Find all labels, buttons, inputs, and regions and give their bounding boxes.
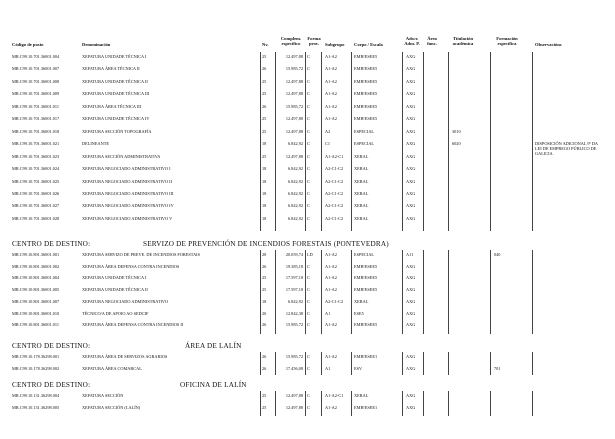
cell-nv: 25 (262, 128, 267, 134)
cell-nv: 25 (262, 54, 267, 59)
section2-title: SERVIZO DE PREVENCIÓN DE INCENDIOS FORESTAIS (PONTEVEDRA) (143, 240, 389, 248)
cell-corpo: XERAL (354, 215, 369, 221)
header-area (424, 36, 440, 46)
cell-sub: A2-C1-C2 (325, 298, 344, 304)
cell-forma: C (307, 66, 310, 72)
cell-nv: 18 (262, 203, 267, 209)
cell-name: XEFATURA ÁREA DEFENSA CONTRA INCENDIOS (82, 263, 180, 269)
cell-corpo: EMB!ESEE1 (354, 405, 378, 410)
cell-comp: 12.497,88 (285, 116, 303, 122)
cell-adscr: AXG (406, 215, 416, 221)
cell-nv: 25 (262, 275, 267, 281)
cell-nv: 28 (262, 252, 267, 257)
cell-sub: A1-A2 (325, 287, 337, 293)
cell-sub: A1-A2 (325, 354, 337, 359)
cell-code: MR.C99.10.701.36001.017 (12, 116, 60, 122)
cell-nv: 26 (262, 263, 267, 269)
cell-nv: 18 (262, 178, 267, 184)
cell-name: XEFATURA UNIDADE TÉCNICA I (82, 275, 147, 281)
cell-corpo: EMB!ESEE5 (354, 263, 378, 269)
cell-sub: A1-A2 (325, 116, 337, 122)
header-titulacion (446, 36, 480, 46)
cell-corpo: EMB!ESEE5 (354, 322, 378, 328)
cell-adscr: AXG (406, 393, 416, 398)
cell-name: XEFATURA ÁREA TÉCNICA III (82, 103, 142, 109)
header-observacions: Observacións (535, 42, 562, 47)
cell-comp: 6.842,92 (287, 190, 303, 196)
table-row (0, 287, 615, 298)
cell-code: MR.C99.10.131.36298.005 (12, 405, 60, 410)
table-row (0, 252, 615, 263)
cell-name: XEFATURA NEGOCIADO ADMINISTRATIVO V (82, 215, 173, 221)
cell-obs: DISPOSICIÓN ADICIONAL 9ª DA LEI DE EMPREGO PÚBLICO DE GALICIA. (535, 141, 598, 157)
header-formacion-line2: específica (497, 41, 517, 47)
cell-corpo: ESPECIAL (354, 252, 375, 257)
cell-adscr: AXG (406, 275, 416, 281)
cell-corpo: ESPECIAL (354, 141, 375, 147)
cell-forma: C (307, 91, 310, 97)
header-forma-line2: prov. (309, 41, 319, 47)
cell-sub: A1-A2-C1 (325, 153, 344, 159)
cell-corpo: XERAL (354, 153, 369, 159)
header-formacion (490, 36, 524, 46)
section4-title: OFICINA DE LALÍN (180, 381, 247, 389)
header-adscr (402, 36, 422, 46)
header-titulacion-line2: académica (452, 41, 474, 47)
cell-nv: 18 (262, 190, 267, 196)
cell-nv: 26 (262, 365, 267, 371)
cell-comp: 6.842,92 (287, 141, 303, 147)
cell-name: XEFATURA NEGOCIADO ADMINISTRATIVO IV (82, 203, 174, 209)
cell-adscr: AXG (406, 287, 416, 293)
cell-nv: 18 (262, 215, 267, 221)
cell-name: XEFATURA SECCIÓN (82, 393, 124, 398)
cell-sub: A1-A2 (325, 103, 337, 109)
cell-forma: C (307, 365, 310, 371)
table-row (0, 116, 615, 127)
cell-corpo: XERAL (354, 178, 369, 184)
cell-comp: 12.497,88 (285, 54, 303, 59)
cell-code: MR.C99.10.701.36001.009 (12, 91, 60, 97)
section3-label: CENTRO DE DESTINO: (12, 342, 91, 350)
section4-label: CENTRO DE DESTINO: (12, 381, 91, 389)
header-complemento-line1: Complem. (280, 36, 302, 41)
cell-comp: 15.985,72 (285, 103, 303, 109)
cell-code: MR.C99.10.801.36001.010 (12, 310, 60, 316)
cell-form: 040 (494, 252, 501, 257)
cell-comp: 12.497,88 (285, 393, 303, 398)
cell-forma: C (307, 275, 310, 281)
cell-comp: 6.842,92 (287, 215, 303, 221)
cell-corpo: XERAL (354, 298, 369, 304)
cell-nv: 26 (262, 66, 267, 72)
cell-sub: A1-A2 (325, 263, 337, 269)
cell-comp: 17.597,18 (285, 275, 303, 281)
cell-forma: C (307, 116, 310, 122)
cell-sub: A2-C1-C2 (325, 178, 344, 184)
cell-comp: 12.842,38 (285, 310, 303, 316)
table-row (0, 129, 615, 140)
cell-comp: 17.597,18 (285, 287, 303, 293)
cell-comp: 12.497,88 (285, 153, 303, 159)
cell-adscr: AXG (406, 166, 416, 172)
cell-code: MR.C99.10.178.36298.002 (12, 365, 60, 371)
cell-comp: 15.985,72 (285, 66, 303, 72)
cell-nv: 26 (262, 354, 267, 359)
cell-code: MR.C99.10.801.36001.011 (12, 322, 59, 328)
cell-adscr: AXG (406, 203, 416, 209)
cell-corpo: EMB!ESEE5 (354, 116, 378, 122)
cell-adscr: AXG (406, 128, 416, 134)
table-row (0, 166, 615, 177)
cell-adscr: AXG (406, 298, 416, 304)
cell-comp: 17.456,08 (285, 365, 303, 371)
cell-code: MR.C99.10.131.36298.004 (12, 393, 60, 398)
table-row (0, 311, 615, 322)
cell-sub: A1-A2 (325, 78, 337, 84)
cell-name: XEFATURA SERVIZO DE PREVE. DE INCENDIOS FORESTAIS (82, 252, 200, 257)
cell-corpo: EMB!ESEE5 (354, 275, 378, 281)
cell-name: XEFATURA ÁREA DEFENSA CONTRA INCENDIOS II (82, 322, 184, 328)
cell-forma: C (307, 178, 310, 184)
header-nivel: Nv. (262, 42, 269, 47)
cell-adscr: AXG (406, 178, 416, 184)
cell-name: XEFATURA ÁREA COMARCAL (82, 365, 142, 371)
cell-nv: 26 (262, 103, 267, 109)
cell-forma: LD (307, 252, 313, 257)
cell-code: MR.C99.10.801.36001.002 (12, 263, 60, 269)
cell-comp: 6.842,92 (287, 166, 303, 172)
header-subgrupo: Subgrupo (325, 42, 345, 47)
cell-corpo: ESPECIAL (354, 128, 375, 134)
cell-code: MR.C99.10.701.36001.023 (12, 153, 60, 159)
cell-code: MR.C99.10.701.36001.025 (12, 178, 60, 184)
cell-adscr: AXG (406, 405, 416, 410)
cell-nv: 25 (262, 287, 267, 293)
table-row (0, 354, 615, 365)
cell-name: XEFATURA NEGOCIADO ADMINISTRATIVO I (82, 166, 171, 172)
cell-code: MR.C99.10.701.36001.007 (12, 66, 60, 72)
cell-adscr: AXG (406, 116, 416, 122)
cell-forma: C (307, 103, 310, 109)
cell-corpo: XERAL (354, 393, 369, 398)
cell-code: MR.C99.10.701.36001.018 (12, 128, 60, 134)
cell-tit: 3010 (452, 128, 461, 134)
table-row (0, 393, 615, 404)
cell-adscr: AXG (406, 310, 416, 316)
cell-forma: C (307, 190, 310, 196)
table-row (0, 275, 615, 286)
header-codigo: Código de posto (12, 42, 44, 47)
cell-comp: 12.497,88 (285, 405, 303, 410)
cell-comp: 20.059,74 (285, 252, 303, 257)
cell-name: XEFATURA ÁREA TÉCNICA II (82, 66, 140, 72)
cell-code: MR.C99.10.701.36001.027 (12, 203, 60, 209)
table-row (0, 299, 615, 310)
cell-code: MR.C99.10.801.36001.004 (12, 275, 60, 281)
cell-forma: C (307, 215, 310, 221)
cell-forma: C (307, 166, 310, 172)
cell-corpo: EMB!ESEE5 (354, 54, 378, 59)
table-row (0, 366, 615, 377)
header-complemento (276, 36, 306, 46)
cell-adscr: AXG (406, 66, 416, 72)
cell-adscr: AXG (406, 263, 416, 269)
cell-sub: A2 (325, 128, 331, 134)
table-row (0, 79, 615, 90)
cell-sub: A1-A2 (325, 54, 337, 59)
cell-form: 701 (494, 365, 501, 371)
cell-comp: 6.842,92 (287, 203, 303, 209)
cell-corpo: XERAL (354, 190, 369, 196)
header-adscr-line1: Adscr. (405, 36, 419, 41)
cell-sub: A1-A2 (325, 66, 337, 72)
cell-nv: 18 (262, 298, 267, 304)
cell-nv: 25 (262, 91, 267, 97)
cell-forma: C (307, 354, 310, 359)
cell-name: XEFATURA UNIDADE TÉCNICA II (82, 287, 148, 293)
cell-code: MR.C99.10.701.36001.026 (12, 190, 60, 196)
table-row (0, 216, 615, 227)
cell-sub: A1 (325, 310, 331, 316)
header-titulacion-line1: Titulación (452, 36, 474, 41)
cell-corpo: XERAL (354, 203, 369, 209)
section2-label: CENTRO DE DESTINO: (12, 240, 91, 248)
header-forma-line1: Forma (307, 36, 321, 41)
table-row (0, 203, 615, 214)
header-adscr-line2: Adm. P. (404, 41, 420, 47)
cell-adscr: AXG (406, 91, 416, 97)
cell-name: XEFATURA ÁREA DE SERVIZOS AGRARIOS (82, 354, 168, 359)
cell-sub: A1-A2-C1 (325, 393, 344, 398)
cell-name: XEFATURA SECCIÓN ADMINISTRATIVA (82, 153, 161, 159)
cell-forma: C (307, 141, 310, 147)
cell-adscr: AXG (406, 141, 416, 147)
cell-corpo: EMB!ESEE5 (354, 66, 378, 72)
cell-sub: A1-A2 (325, 405, 337, 410)
cell-corpo: XERAL (354, 166, 369, 172)
cell-nv: 25 (262, 78, 267, 84)
cell-sub: A2-C1-C2 (325, 190, 344, 196)
cell-forma: C (307, 298, 310, 304)
cell-adscr: AXG (406, 78, 416, 84)
cell-adscr: AXG (406, 322, 416, 328)
cell-comp: 6.842,92 (287, 298, 303, 304)
cell-forma: C (307, 322, 310, 328)
table-row (0, 154, 615, 165)
cell-forma: C (307, 153, 310, 159)
cell-comp: 12.497,88 (285, 128, 303, 134)
cell-sub: A1-A2 (325, 91, 337, 97)
cell-nv: 26 (262, 322, 267, 328)
cell-nv: 25 (262, 153, 267, 159)
cell-code: MR.C99.10.178.36298.001 (12, 354, 60, 359)
cell-corpo: ESE5 (354, 310, 364, 316)
cell-adscr: AXG (406, 103, 416, 109)
section3-title: ÁREA DE LALÍN (185, 342, 242, 350)
cell-sub: A1 (325, 365, 331, 371)
cell-nv: 18 (262, 166, 267, 172)
cell-name: XEFATURA NEGOCIADO ADMINISTRATIVO II (82, 178, 173, 184)
cell-comp: 12.497,88 (285, 91, 303, 97)
cell-adscr: AXG (406, 190, 416, 196)
cell-forma: C (307, 263, 310, 269)
cell-forma: C (307, 405, 310, 410)
cell-code: MR.C99.10.801.36001.001 (12, 252, 60, 257)
cell-sub: A2-C1-C2 (325, 215, 344, 221)
table-row (0, 322, 615, 333)
header-area-line2: func. (427, 41, 437, 47)
table-row (0, 104, 615, 115)
header-formacion-line1: Formación (496, 36, 518, 41)
cell-corpo: EMB!ESEE5 (354, 78, 378, 84)
cell-name: XEFATURA SECCIÓN (LALÍN) (82, 405, 141, 410)
cell-adscr: AXG (406, 365, 416, 371)
cell-forma: C (307, 54, 310, 59)
cell-name: XEFATURA UNIDADE TÉCNICA III (82, 91, 150, 97)
cell-name: XEFATURA SECCIÓN TOPOGRAFÍA (82, 128, 152, 134)
cell-code: MR.C99.10.701.36001.021 (12, 141, 60, 147)
cell-forma: C (307, 203, 310, 209)
cell-adscr: AXG (406, 54, 416, 59)
cell-name: XEFATURA NEGOCIADO ADMINISTRATIVO III (82, 190, 174, 196)
cell-corpo: EMB!ESEE5 (354, 287, 378, 293)
cell-forma: C (307, 78, 310, 84)
cell-code: MR.C99.10.701.36001.028 (12, 215, 60, 221)
cell-forma: C (307, 393, 310, 398)
cell-forma: C (307, 128, 310, 134)
cell-code: MR.C99.10.701.36001.011 (12, 103, 59, 109)
header-area-line1: Área (427, 36, 437, 41)
cell-sub: A2-C1-C2 (325, 203, 344, 209)
cell-sub: A1-A2 (325, 252, 337, 257)
cell-adscr: A11 (406, 252, 414, 257)
cell-name: XEFATURA UNIDADE TÉCNICA II (82, 78, 148, 84)
table-row (0, 191, 615, 202)
cell-name: TÉCNICO/A DE APOIO AO SEDCIF (82, 310, 149, 316)
cell-nv: 25 (262, 116, 267, 122)
cell-corpo: EMB!ESEE5 (354, 91, 378, 97)
cell-comp: 15.985,72 (285, 354, 303, 359)
cell-code: MR.C99.10.701.36001.008 (12, 78, 60, 84)
cell-name: XEFATURA NEGOCIADO ADMINISTRATIVO (82, 298, 169, 304)
cell-sub: A1-A2 (325, 275, 337, 281)
cell-nv: 25 (262, 393, 267, 398)
cell-tit: 6020 (452, 141, 461, 147)
table-row (0, 179, 615, 190)
header-corpo-escala: Corpo / Escala (354, 42, 383, 47)
cell-adscr: AXG (406, 354, 416, 359)
cell-sub: A2-C1-C2 (325, 166, 344, 172)
table-row (0, 66, 615, 77)
cell-comp: 12.497,88 (285, 78, 303, 84)
cell-adscr: AXG (406, 153, 416, 159)
cell-nv: 20 (262, 310, 267, 316)
header-forma (304, 36, 324, 46)
cell-comp: 6.842,92 (287, 178, 303, 184)
cell-comp: 15.985,72 (285, 322, 303, 328)
table-row (0, 91, 615, 102)
cell-code: MR.C99.10.801.36001.005 (12, 287, 60, 293)
table-row (0, 54, 615, 65)
cell-name: XEFATURA UNIDADE TÉCNICA I (82, 54, 147, 59)
table-row (0, 405, 615, 416)
cell-corpo: EMB!ESEE5 (354, 103, 378, 109)
cell-nv: 25 (262, 405, 267, 410)
table-row (0, 264, 615, 275)
cell-nv: 18 (262, 141, 267, 147)
cell-corpo: ESV (354, 365, 363, 371)
cell-code: MR.C99.10.701.36001.004 (12, 54, 60, 59)
cell-comp: 19.385,18 (285, 263, 303, 269)
cell-code: MR.C99.10.801.36001.007 (12, 298, 60, 304)
cell-sub: C1 (325, 141, 331, 147)
cell-code: MR.C99.10.701.36001.024 (12, 166, 60, 172)
cell-forma: C (307, 287, 310, 293)
cell-name: DELINEANTE (82, 141, 109, 147)
header-denominacion: Denominación (82, 42, 111, 47)
header-complemento-line2: específico (281, 41, 301, 47)
cell-corpo: EMB!ESEE1 (354, 354, 378, 359)
cell-forma: C (307, 310, 310, 316)
cell-name: XEFATURA UNIDADE TÉCNICA IV (82, 116, 150, 122)
cell-sub: A1-A2 (325, 322, 337, 328)
